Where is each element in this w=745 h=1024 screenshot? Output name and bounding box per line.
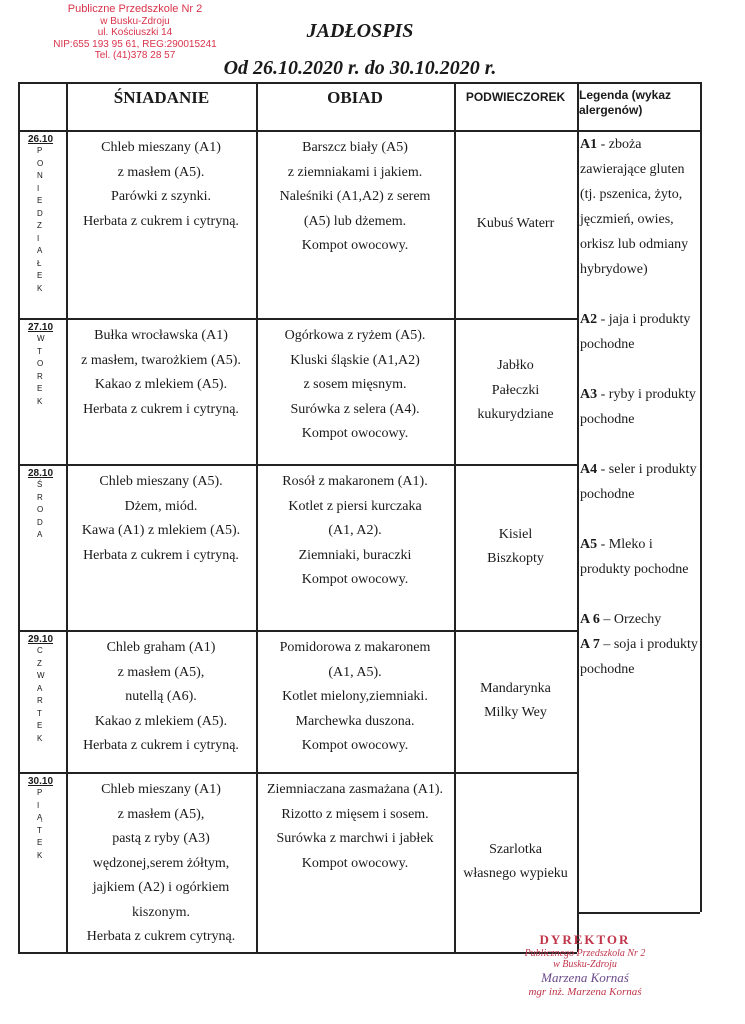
- stamp-line-2: w Busku-Zdroju: [100, 15, 170, 27]
- day-cell: [28, 322, 64, 408]
- stamp-line-1: Publiczne Przedszkole Nr 2: [67, 3, 203, 15]
- day-name: C Z W A R T E K: [37, 646, 45, 743]
- date-range: Od 26.10.2020 r. do 30.10.2020 r.: [223, 57, 497, 79]
- menu-line: Kakao z mlekiem (A5).: [94, 713, 228, 729]
- menu-line: kukurydziane: [477, 407, 554, 423]
- legend-text: - Mleko i produkty pochodne: [580, 537, 689, 577]
- day-name: P O N I E D Z I A Ł E K: [37, 146, 44, 293]
- day-cell: [28, 634, 64, 745]
- menu-line: Ziemniaczana zasmażana (A1).: [266, 782, 444, 797]
- menu-line: z ziemniakami i jakiem.: [287, 164, 423, 180]
- menu-line: z masłem (A5).: [117, 164, 205, 180]
- snack-cell: [454, 130, 577, 318]
- menu-line: Marchewka duszona.: [295, 713, 415, 729]
- day-name: Ś R O D A: [37, 480, 44, 539]
- legend-text: - zboża zawierające gluten (tj. pszenica, żyto, jęczmień, owies, orkisz lub odmiany hybrydowe): [580, 137, 689, 277]
- menu-line: Kompot owocowy.: [301, 572, 409, 587]
- menu-line: Kawa (A1) z mlekiem (A5).: [81, 523, 241, 538]
- lunch-cell: [256, 778, 454, 876]
- legend-code: A4: [580, 462, 598, 477]
- menu-line: Chleb mieszany (A1): [101, 140, 221, 155]
- menu-line: pastą z ryby (A3): [112, 831, 210, 846]
- menu-line: Kotlet mielony,ziemniaki.: [282, 689, 428, 704]
- menu-line: (A5) lub dżemem.: [303, 213, 407, 229]
- legend-item: [580, 382, 700, 432]
- breakfast-cell: [66, 636, 256, 759]
- menu-line: Pałeczki: [491, 382, 540, 398]
- menu-line: Kompot owocowy.: [301, 238, 409, 253]
- menu-line: z masłem (A5),: [117, 806, 205, 822]
- day-date: 27.10: [28, 322, 54, 333]
- legend-code: A5: [580, 537, 598, 552]
- director-line-1: Publicznego Przedszkola Nr 2: [524, 948, 646, 959]
- director-name: mgr inż. Marzena Kornaś: [528, 986, 642, 998]
- menu-line: Herbata z cukrem i cytryną.: [83, 738, 239, 753]
- menu-line: Parówki z szynki.: [111, 189, 211, 204]
- lunch-cell: [256, 636, 454, 759]
- stamp-line-3: ul. Kościuszki 14: [97, 27, 173, 38]
- menu-line: kiszonym.: [132, 904, 190, 920]
- menu-line: Kotlet z piersi kurczaka: [288, 498, 422, 514]
- day-name: W T O R E K: [37, 334, 45, 406]
- menu-line: Chleb mieszany (A5).: [99, 474, 223, 489]
- legend-code: A 7: [580, 637, 600, 652]
- legend-text: - jaja i produkty pochodne: [580, 312, 691, 352]
- director-title: DYREKTOR: [539, 932, 631, 947]
- lunch-cell: [256, 470, 454, 593]
- breakfast-cell: [66, 136, 256, 234]
- menu-line: Kubuś Waterr: [476, 215, 555, 231]
- header-snack: PODWIECZOREK: [465, 90, 566, 104]
- director-signature-stamp: [500, 932, 670, 998]
- menu-line: Dżem, miód.: [124, 498, 198, 514]
- menu-line: Herbata z cukrem i cytryną.: [83, 547, 239, 563]
- menu-line: Rizotto z mięsem i sosem.: [281, 806, 429, 822]
- menu-line: Surówka z selera (A4).: [290, 401, 420, 417]
- header-legend: Legenda (wykaz alergenów): [579, 88, 672, 117]
- menu-line: Naleśniki (A1,A2) z serem: [279, 189, 431, 204]
- menu-line: Biszkopty: [487, 551, 544, 566]
- menu-line: Kompot owocowy.: [301, 426, 409, 441]
- legend-item: [580, 132, 700, 282]
- snack-cell: [454, 464, 577, 630]
- breakfast-cell: [66, 470, 256, 568]
- legend-item: [580, 532, 700, 582]
- legend-text: - seler i produkty pochodne: [580, 462, 697, 502]
- header-breakfast: ŚNIADANIE: [113, 88, 210, 107]
- stamp-line-4: NIP:655 193 95 61, REG:290015241: [53, 38, 217, 50]
- table-row-divider: [18, 952, 577, 954]
- menu-line: Bułka wrocławska (A1): [94, 328, 228, 343]
- menu-line: Chleb graham (A1): [106, 640, 216, 655]
- menu-line: Kompot owocowy.: [301, 738, 409, 753]
- menu-line: Kluski śląskie (A1,A2): [290, 352, 420, 368]
- legend-code: A1: [580, 137, 598, 152]
- menu-line: wędzonej,serem żółtym,: [92, 855, 230, 871]
- day-cell: [28, 776, 64, 862]
- menu-line: z masłem (A5),: [117, 664, 205, 680]
- legend-text: - ryby i produkty pochodne: [580, 387, 696, 427]
- legend-item: [580, 632, 700, 682]
- day-cell: [28, 134, 64, 295]
- menu-line: Kakao z mlekiem (A5).: [94, 377, 228, 392]
- menu-line: z sosem mięsnym.: [303, 377, 407, 392]
- menu-line: z masłem, twarożkiem (A5).: [81, 352, 241, 368]
- menu-line: Kisiel: [498, 526, 533, 542]
- menu-line: Ziemniaki, buraczki: [298, 547, 412, 563]
- menu-line: Barszcz biały (A5): [302, 140, 408, 155]
- menu-line: Herbata z cukrem i cytryną.: [83, 213, 239, 229]
- menu-line: Milky Wey: [484, 705, 547, 720]
- menu-line: Jabłko: [497, 358, 534, 374]
- breakfast-cell: [66, 324, 256, 422]
- handwritten-signature: Marzena Kornaś: [541, 970, 629, 985]
- legend-text: – soja i produkty pochodne: [580, 637, 698, 677]
- legend-item: [580, 307, 700, 357]
- day-cell: [28, 468, 64, 542]
- legend-code: A2: [580, 312, 598, 327]
- menu-line: (A1, A2).: [328, 523, 382, 538]
- menu-line: Pomidorowa z makaronem: [279, 640, 431, 655]
- menu-line: Mandarynka: [480, 680, 551, 696]
- menu-line: Herbata z cukrem i cytryną.: [83, 401, 239, 417]
- day-date: 28.10: [28, 468, 54, 479]
- menu-line: Ogórkowa z ryżem (A5).: [284, 328, 426, 343]
- snack-cell: [454, 630, 577, 772]
- menu-line: (A1, A5).: [328, 664, 382, 680]
- table-border-left: [18, 82, 20, 952]
- menu-line: nutellą (A6).: [125, 689, 197, 704]
- table-border-right: [700, 82, 702, 912]
- menu-line: jajkiem (A2) i ogórkiem: [92, 880, 230, 895]
- menu-line: Rosół z makaronem (A1).: [282, 474, 428, 489]
- legend-border-bottom: [577, 912, 700, 914]
- menu-line: Kompot owocowy.: [301, 855, 409, 871]
- day-name: P I Ą T E K: [37, 788, 43, 860]
- lunch-cell: [256, 324, 454, 447]
- stamp-line-5: Tel. (41)378 28 57: [94, 50, 176, 61]
- lunch-cell: [256, 136, 454, 259]
- menu-line: Herbata z cukrem cytryną.: [86, 929, 236, 944]
- legend-code: A 6: [580, 612, 600, 627]
- menu-line: Chleb mieszany (A1): [101, 782, 221, 797]
- legend-item: [580, 607, 700, 632]
- day-date: 29.10: [28, 634, 54, 645]
- table-column-divider: [577, 82, 579, 952]
- director-line-2: w Busku-Zdroju: [553, 959, 617, 970]
- table-border-top: [18, 82, 700, 84]
- institution-stamp: [40, 4, 230, 62]
- page-title: JADŁOSPIS: [306, 20, 414, 42]
- menu-line: własnego wypieku: [463, 866, 568, 881]
- legend-text: – Orzechy: [599, 612, 662, 627]
- breakfast-cell: [66, 778, 256, 950]
- legend-code: A3: [580, 387, 598, 402]
- legend-item: [580, 457, 700, 507]
- menu-line: Szarlotka: [489, 841, 542, 857]
- snack-cell: [454, 772, 577, 952]
- snack-cell: [454, 318, 577, 464]
- header-lunch: OBIAD: [327, 88, 383, 107]
- day-date: 30.10: [28, 776, 54, 787]
- menu-line: Surówka z marchwi i jabłek: [276, 831, 434, 846]
- day-date: 26.10: [28, 134, 54, 145]
- allergen-legend: [580, 132, 700, 682]
